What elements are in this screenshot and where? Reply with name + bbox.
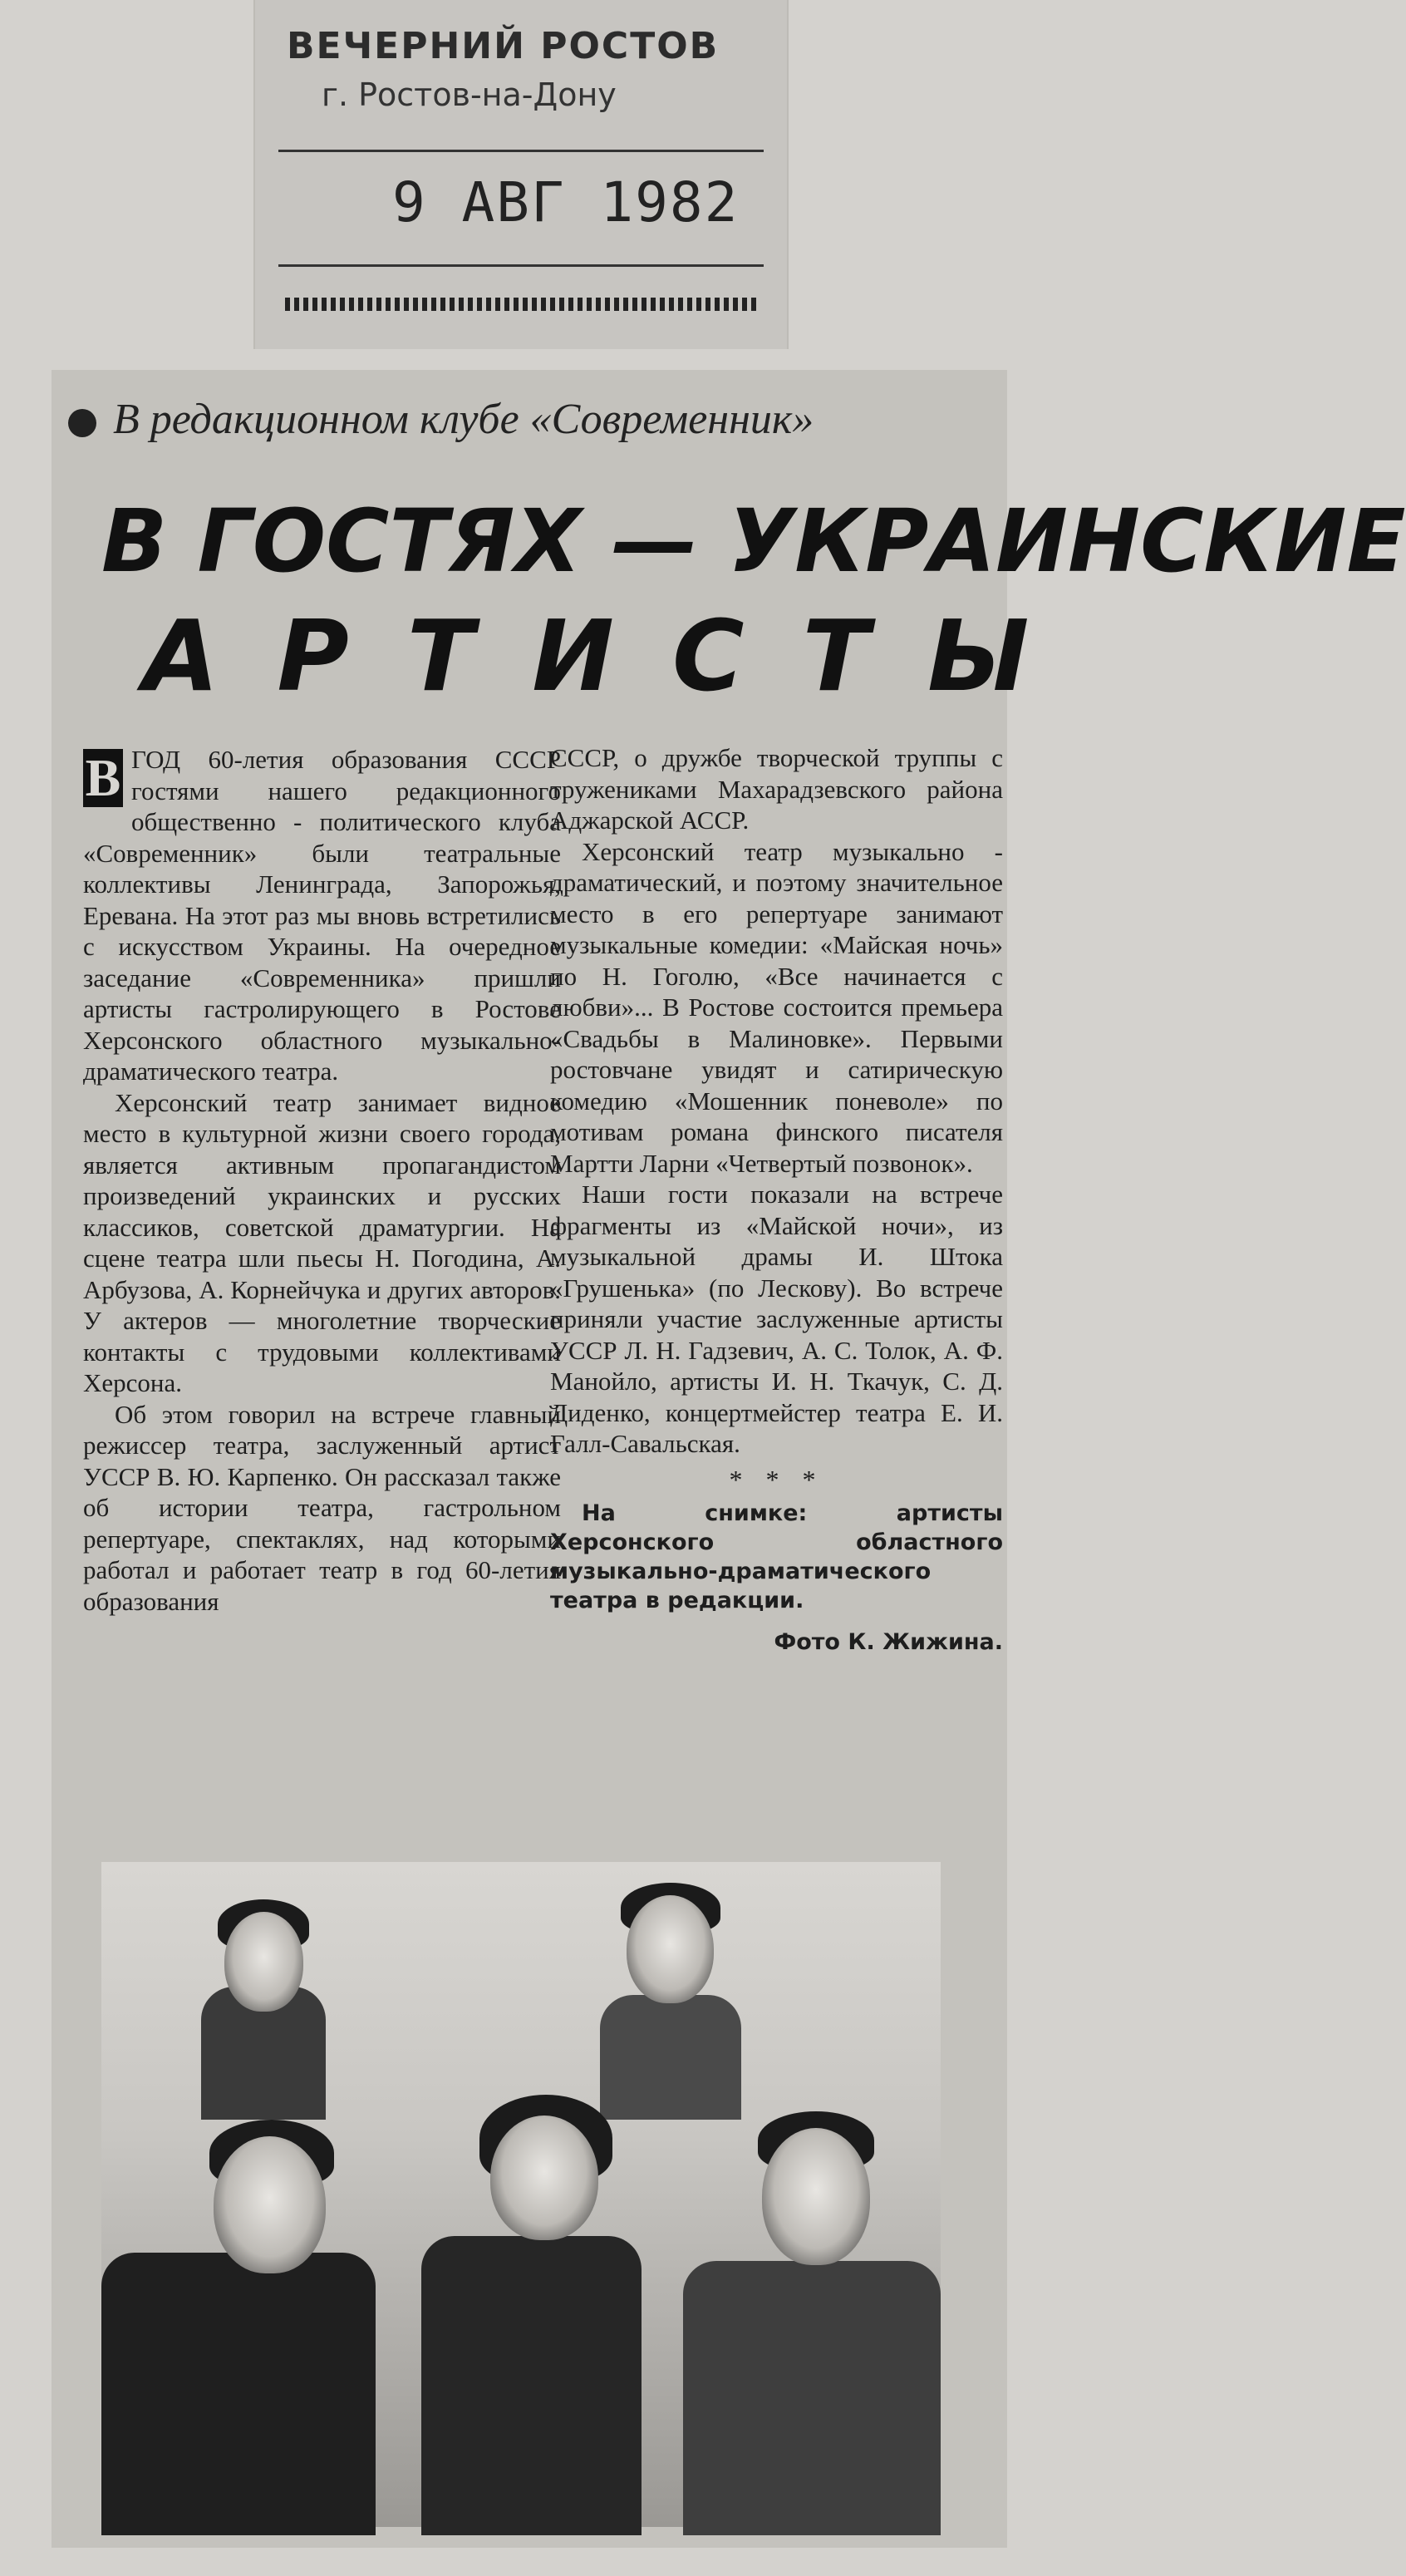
headline-line-2: АРТИСТЫ	[143, 598, 1088, 713]
newspaper-clipping	[52, 370, 1406, 2548]
photo-credit: Фото К. Жижина.	[774, 1629, 1003, 1655]
stamp-paper-name: ВЕЧЕРНИЙ РОСТОВ	[287, 25, 720, 67]
paragraph: Наши гости показали на встрече фрагменты из «Майской ночи», из музыкальной драмы И. Штока «Грушенька» (по Лескову). Во встрече приняли участие заслуженные артисты УССР Л. Н. Гадзевич, А. С. Толок, А. Ф. Манойло, артисты И. Н. Ткачук, С. Д. Диденко, концертмейстер театра Е. И. Галл-Савальская.	[550, 1180, 1003, 1458]
drop-cap: В	[83, 749, 123, 807]
paragraph: В ГОД 60-летия образования СССР гостями нашего редакционного общественно - политического клуба «Современник» были театральные коллективы Ленинграда, Запорожья, Еревана. На этот раз мы вновь встретились с искусством Украины. На очередное заседание «Современника» пришли артисты гастролирующего в Ростове Херсонского областного музыкально-драматического театра.	[83, 745, 561, 1086]
stamp-date: 9 АВГ 1982	[392, 170, 740, 234]
kicker-text: В редакционном клубе «Современник»	[113, 396, 814, 443]
group-photo	[101, 1862, 941, 2527]
paragraph: Об этом говорил на встрече главный режиссер театра, заслуженный артист УССР В. Ю. Карпенко. Он рассказал также об истории театра, гастрольном репертуаре, спектаклях, над которыми работал и работает театр в год 60-летия образования	[83, 1399, 561, 1616]
archive-stamp	[253, 0, 789, 349]
section-separator: * * *	[729, 1464, 824, 1495]
paragraph: Херсонский театр занимает видное место в культурной жизни своего города, является активным пропагандистом произведений украинских и русских классиков, советской драматургии. На сцене театра шли пьесы Н. Погодина, А. Арбузова, А. Корнейчука и других авторов. У актеров — многолетние творческие контакты с трудовыми коллективами Херсона.	[83, 1087, 561, 1397]
stamp-divider	[278, 150, 764, 152]
paragraph: СССР, о дружбе творческой труппы с тружениками Махарадзевского района Аджарской АССР.	[550, 743, 1003, 835]
paragraph: Херсонский театр музыкально - драматический, и поэтому значительное место в его репертуаре занимают музыкальные комедии: «Майская ночь» по Н. Гоголю, «Все начинается с любви»... В Ростове состоится премьера «Свадьбы в Малиновке». Первыми ростовчане увидят и сатирическую комедию «Мошенник поневоле» по мотивам романа финского писателя Мартти Ларни «Четвертый позвонок».	[550, 836, 1003, 1178]
stamp-perforation	[285, 298, 757, 311]
bullet-icon	[68, 409, 96, 437]
article-column-right	[550, 742, 1003, 1658]
article-column-left	[83, 744, 561, 1617]
kicker	[68, 395, 941, 444]
stamp-divider	[278, 264, 764, 267]
photo-caption: На снимке: артисты Херсонского областного музыкально-драматического театра в редакции.	[550, 1500, 1003, 1613]
headline-line-1: В ГОСТЯХ — УКРАИНСКИЕ	[101, 490, 1406, 592]
stamp-city: г. Ростов-на-Дону	[322, 76, 617, 113]
